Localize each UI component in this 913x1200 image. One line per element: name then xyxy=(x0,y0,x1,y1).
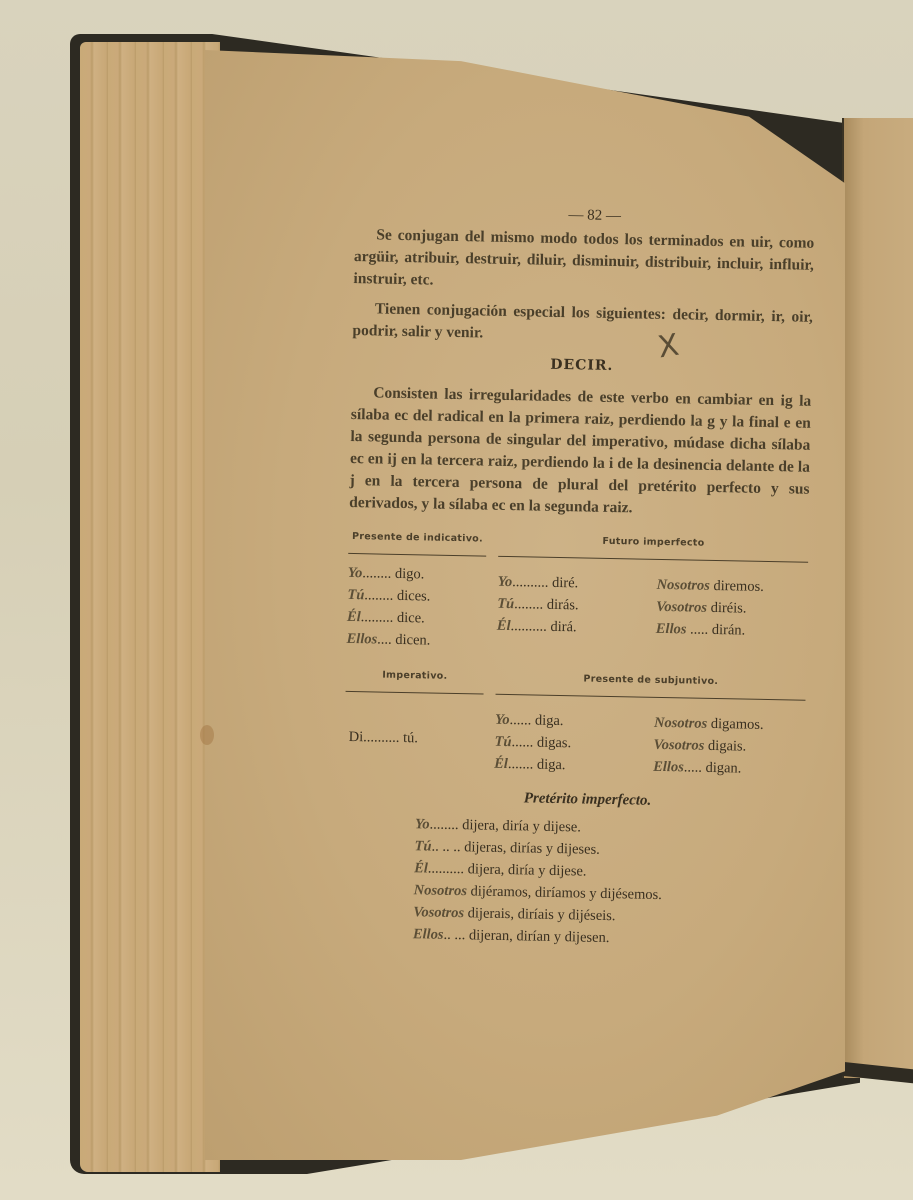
table-imperativo xyxy=(344,664,484,775)
table-row: Vosotros digais. xyxy=(653,736,747,755)
table-row: Yo........ dijera, diría y dijese. xyxy=(414,816,582,836)
table-row: Yo...... diga. xyxy=(494,711,564,730)
table-heading: Presente de subjuntivo. xyxy=(496,667,806,701)
table-row: Yo.......... diré. xyxy=(497,573,579,592)
table-row: Él......... dice. xyxy=(346,608,425,627)
table-heading: Futuro imperfecto xyxy=(498,529,808,563)
page-stain xyxy=(200,725,214,745)
table-preterito-imperfecto xyxy=(341,784,804,953)
table-row: Tú...... digas. xyxy=(494,733,572,752)
page-number: — 82 — xyxy=(568,207,622,225)
table-row: Tú........ dices. xyxy=(347,586,431,605)
conjugation-row-2 xyxy=(344,664,806,781)
paragraph-irregularities: Consisten las irregularidades de este verbo en cambiar en ig la sílaba ec del radical en la primera raiz, perdiendo la g y la final e en la segunda persona de singular del imperativo, múdase dicha sílaba ec en ij en la tercera raiz, perdiendo la i de la desinencia delante de la j en la tercera persona de plural del pretérito perfecto y sus derivados, y la sílaba ec en la segunda raiz. xyxy=(349,384,812,517)
section-title: DECIR. xyxy=(550,356,614,374)
paragraph-special-verbs: Tienen conjugación especial los siguientes: decir, dormir, ir, oir, podrir, salir y venir. xyxy=(352,300,813,342)
facing-page xyxy=(842,118,913,1078)
table-row: Ellos.. ... dijeran, dirían y dijesen. xyxy=(412,926,610,947)
table-row: Nosotros dijéramos, diríamos y dijésemos. xyxy=(413,882,662,904)
table-presente-subjuntivo xyxy=(494,667,806,781)
table-row: Yo........ digo. xyxy=(347,564,425,583)
page-text xyxy=(341,200,815,953)
table-row: Nosotros digamos. xyxy=(653,714,764,733)
table-row: Di.......... tú. xyxy=(348,728,419,747)
table-row: Ellos ..... dirán. xyxy=(655,620,746,639)
paragraph-conjugation-uir: Se conjugan del mismo modo todos los terminados en uir, como argüir, atribuir, destruir, diluir, disminuir, distribuir, incluir, influir, instruir, etc. xyxy=(353,226,815,289)
table-row: Él....... diga. xyxy=(494,755,566,774)
page-block-edges xyxy=(80,42,220,1172)
conjugation-tables xyxy=(341,526,809,953)
table-futuro-imperfecto xyxy=(496,529,808,659)
pencil-x-mark: X xyxy=(655,327,682,366)
conjugation-row-1 xyxy=(346,526,808,659)
table-row: Tú........ dirás. xyxy=(497,595,579,614)
table-row: Él.......... dijera, diría y dijese. xyxy=(414,860,587,880)
table-presente-indicativo xyxy=(346,526,486,653)
table-heading: Presente de indicativo. xyxy=(348,526,487,557)
table-row: Ellos.... dicen. xyxy=(346,630,431,649)
table-row: Ellos..... digan. xyxy=(653,758,742,777)
table-heading: Pretérito imperfecto. xyxy=(523,790,652,809)
table-row: Tú.. .. .. dijeras, dirías y dijeses. xyxy=(414,838,600,858)
table-row: Vosotros dijerais, diríais y dijéseis. xyxy=(413,904,616,925)
table-row: Vosotros diréis. xyxy=(656,598,747,617)
table-heading: Imperativo. xyxy=(346,664,485,695)
table-row: Nosotros diremos. xyxy=(656,576,764,595)
table-row: Él.......... dirá. xyxy=(496,617,577,636)
